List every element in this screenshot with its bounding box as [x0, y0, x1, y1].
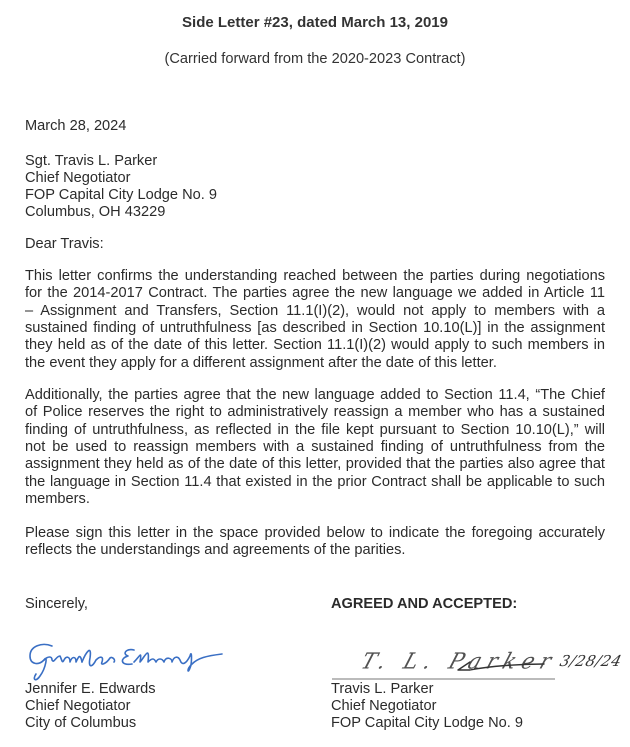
paragraph-line: – Assignment and Transfers, Section 11.1(I)(2), would not apply to members with a [25, 302, 605, 319]
paragraph-line: assignment they held as of the date of this letter, provided that the parties also agree that [25, 456, 605, 473]
paragraph-line: of Police reserves the right to administratively reassign a member who has a sustained [25, 404, 605, 421]
recipient-organization: FOP Capital City Lodge No. 9 [25, 187, 217, 203]
paragraph-line: This letter confirms the understanding reached between the parties during negotiations [25, 268, 605, 284]
body-paragraph-3 [25, 525, 605, 560]
right-signatory-organization: FOP Capital City Lodge No. 9 [331, 715, 523, 731]
recipient-name: Sgt. Travis L. Parker [25, 153, 158, 169]
body-paragraph-2 [25, 387, 605, 508]
left-signatory-name: Jennifer E. Edwards [25, 681, 156, 697]
right-signatory-name: Travis L. Parker [331, 681, 434, 697]
letter-date: March 28, 2024 [25, 118, 127, 134]
paragraph-line: the language in Section 11.4 that existed in the prior Contract shall be applicable to such [25, 473, 605, 490]
paragraph-line: for the 2014-2017 Contract. The parties agree the new language we added in Article 11 [25, 285, 605, 302]
agreed-and-accepted-label: AGREED AND ACCEPTED: [331, 596, 518, 612]
handwritten-signature-travis-parker: T. L. Parker [358, 648, 561, 674]
handwritten-signature-date: 3/28/24 [558, 652, 624, 670]
paragraph-line: sustained finding of untruthfulness [as described in Section 10.10(L)] in the assignment [25, 320, 605, 337]
left-signatory-organization: City of Columbus [25, 715, 137, 731]
right-signatory-block [331, 681, 523, 732]
document-title: Side Letter #23, dated March 13, 2019 [182, 14, 448, 31]
document-subtitle: (Carried forward from the 2020-2023 Contract) [164, 51, 466, 67]
salutation: Dear Travis: [25, 236, 104, 252]
recipient-address: Columbus, OH 43229 [25, 204, 166, 220]
paragraph-line: the event they apply for a different assignment after the date of this letter. [25, 354, 497, 371]
left-signatory-title: Chief Negotiator [25, 698, 131, 714]
left-signatory-block [25, 681, 156, 732]
paragraph-line: they held as of the date of this letter. Section 11.1(I)(2) would apply to such members in [25, 337, 605, 354]
paragraph-line: Additionally, the parties agree that the new language added to Section 11.4, “The Chief [25, 387, 605, 403]
paragraph-line: Please sign this letter in the space provided below to indicate the foregoing accurately [25, 525, 605, 541]
paragraph-line: not be used to reassign members with a sustained finding of untruthfulness from the [25, 439, 605, 456]
paragraph-line: finding of untruthfulness, as reflected in the file kept pursuant to Section 10.10(L),” will [25, 421, 605, 438]
recipient-address-block [25, 153, 217, 221]
paragraph-line: reflects the understandings and agreements of the parities. [25, 542, 406, 559]
right-signatory-title: Chief Negotiator [331, 698, 437, 714]
closing: Sincerely, [25, 596, 88, 612]
recipient-title: Chief Negotiator [25, 170, 131, 186]
body-paragraph-1 [25, 268, 605, 372]
paragraph-line: members. [25, 491, 90, 508]
